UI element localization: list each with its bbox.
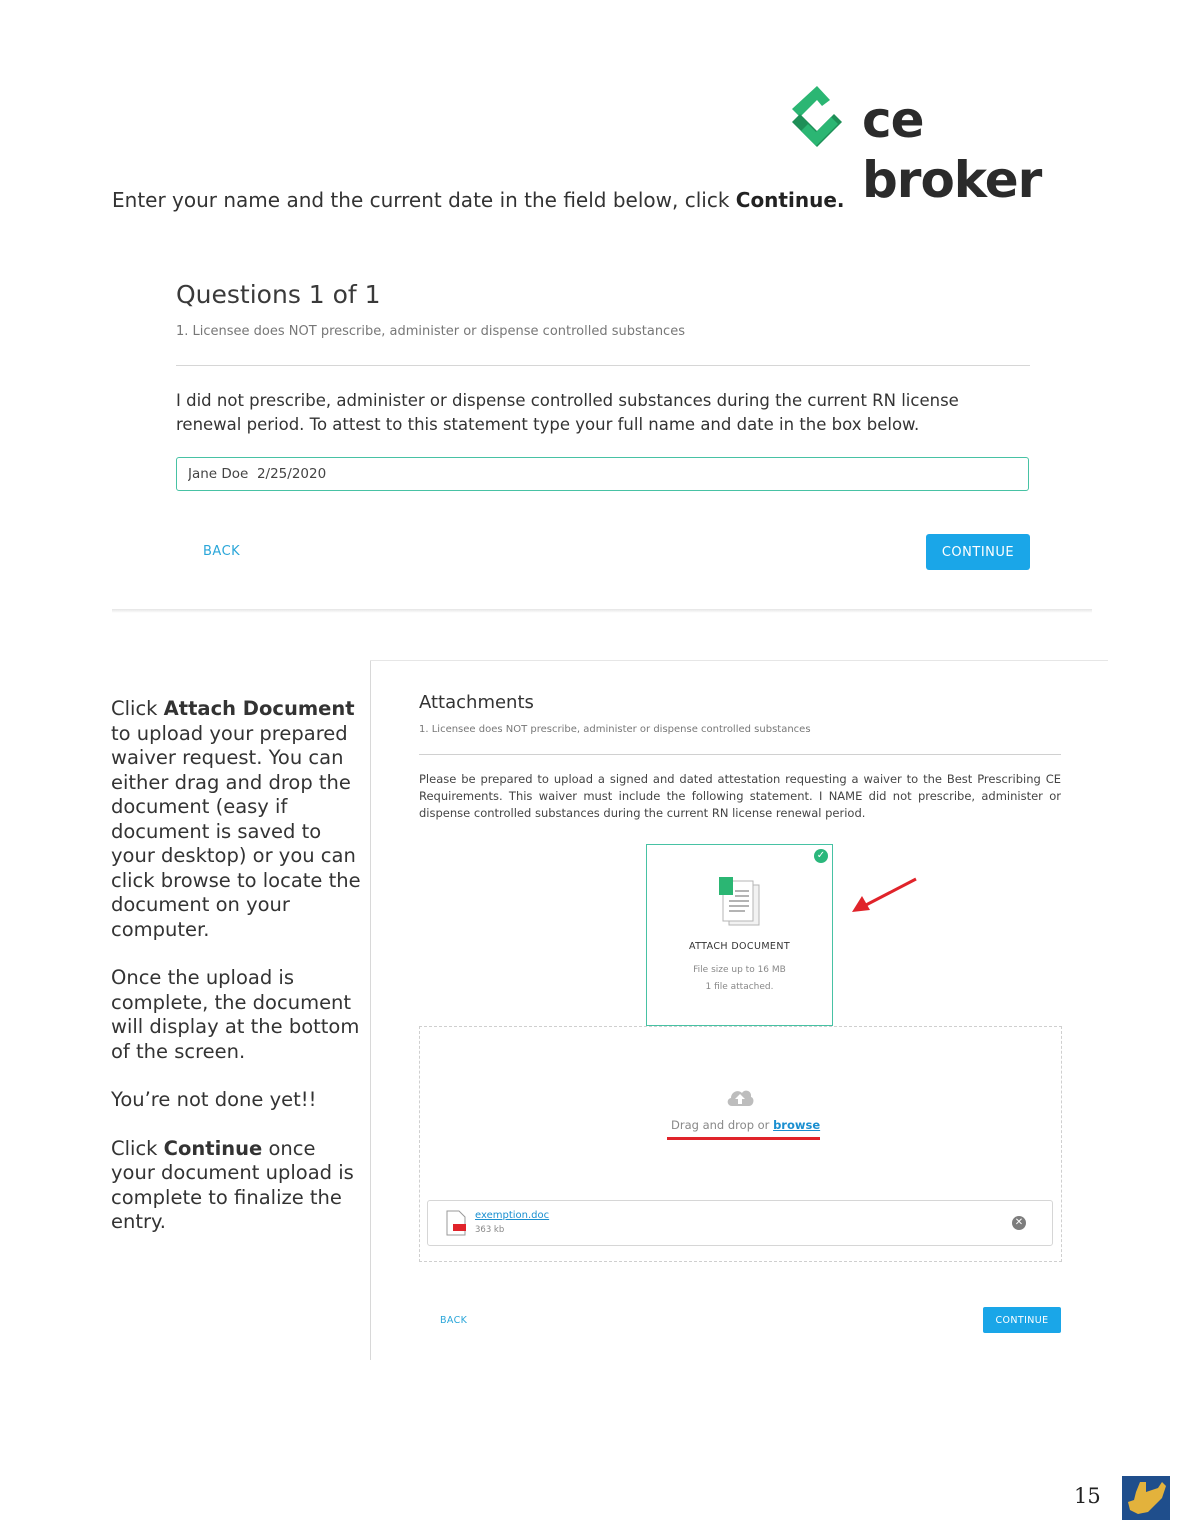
checkmark-icon: ✓: [814, 849, 828, 863]
west-virginia-badge-icon: [1122, 1476, 1170, 1520]
attestation-name-date-input[interactable]: [176, 457, 1029, 491]
instruction-paragraph-3: You’re not done yet!!: [111, 1088, 317, 1111]
attachments-back-button[interactable]: BACK: [440, 1315, 468, 1326]
attachments-description: Please be prepared to upload a signed and dated attestation requesting a waiver to the Best Prescribing CE Requirements. This waiver must include the following statement. I NAME did not prescribe, administer or dispense controlled substances during the current RN license renewal period.: [419, 772, 1061, 820]
attachments-panel-border-left: [370, 660, 371, 1360]
instructions-column: [111, 697, 361, 1259]
pdf-file-icon: [445, 1210, 467, 1236]
intro-instruction: [112, 188, 844, 212]
instruction-paragraph-1: Click Attach Document to upload your prepared waiver request. You can either drag and drop the document (easy if document is saved to your desktop) or you can click browse to locate the document on your computer.: [111, 697, 361, 941]
intro-text: Enter your name and the current date in the field below, click: [112, 188, 736, 212]
attachments-divider: [419, 754, 1061, 755]
uploaded-file-size: 363 kb: [475, 1225, 505, 1235]
questions-title: Questions 1 of 1: [176, 280, 381, 309]
red-underline-annotation: [667, 1137, 820, 1140]
instruction-paragraph-2: Once the upload is complete, the document will display at the bottom of the screen.: [111, 966, 360, 1063]
instruction-paragraph-4: Click Continue once your document upload is complete to finalize the entry.: [111, 1136, 354, 1233]
attachments-panel-border-top: [370, 660, 1108, 661]
attachments-title: Attachments: [419, 692, 534, 713]
attestation-statement: I did not prescribe, administer or dispense controlled substances during the current RN license renewal period. To attest to this statement type your full name and date in the box below.: [176, 391, 959, 434]
ce-broker-logo: [786, 84, 1096, 209]
uploaded-file-row: [427, 1200, 1053, 1246]
documents-icon: [717, 877, 763, 929]
continue-emphasis: Continue: [163, 1136, 263, 1160]
files-attached-count: 1 file attached.: [705, 982, 774, 992]
questions-continue-button[interactable]: CONTINUE: [926, 534, 1030, 570]
questions-divider: [176, 365, 1030, 366]
logo-wordmark: ce broker: [862, 91, 1042, 209]
questions-back-button[interactable]: BACK: [203, 544, 241, 559]
file-size-limit: File size up to 16 MB: [693, 965, 786, 975]
cloud-upload-icon: [725, 1086, 755, 1108]
remove-file-icon[interactable]: ✕: [1012, 1216, 1026, 1230]
card-bottom-shadow: [112, 609, 1092, 613]
intro-bold-continue: Continue.: [735, 188, 845, 212]
ce-broker-logo-mark-icon: [786, 84, 848, 154]
page-number: 15: [1074, 1484, 1101, 1508]
uploaded-file-name[interactable]: exemption.doc: [475, 1210, 550, 1221]
attachments-subtitle: 1. Licensee does NOT prescribe, administer or dispense controlled substances: [419, 724, 811, 735]
questions-subtitle: 1. Licensee does NOT prescribe, administer or dispense controlled substances: [176, 324, 685, 339]
attach-document-label: ATTACH DOCUMENT: [688, 941, 791, 952]
red-arrow-annotation-icon: [848, 876, 920, 914]
attachments-continue-button[interactable]: CONTINUE: [983, 1307, 1061, 1333]
browse-link[interactable]: browse: [773, 1118, 821, 1132]
drag-drop-instruction: Drag and drop or browse: [671, 1118, 821, 1132]
attach-document-button[interactable]: [646, 844, 833, 1026]
attach-document-emphasis: Attach Document: [163, 697, 355, 720]
